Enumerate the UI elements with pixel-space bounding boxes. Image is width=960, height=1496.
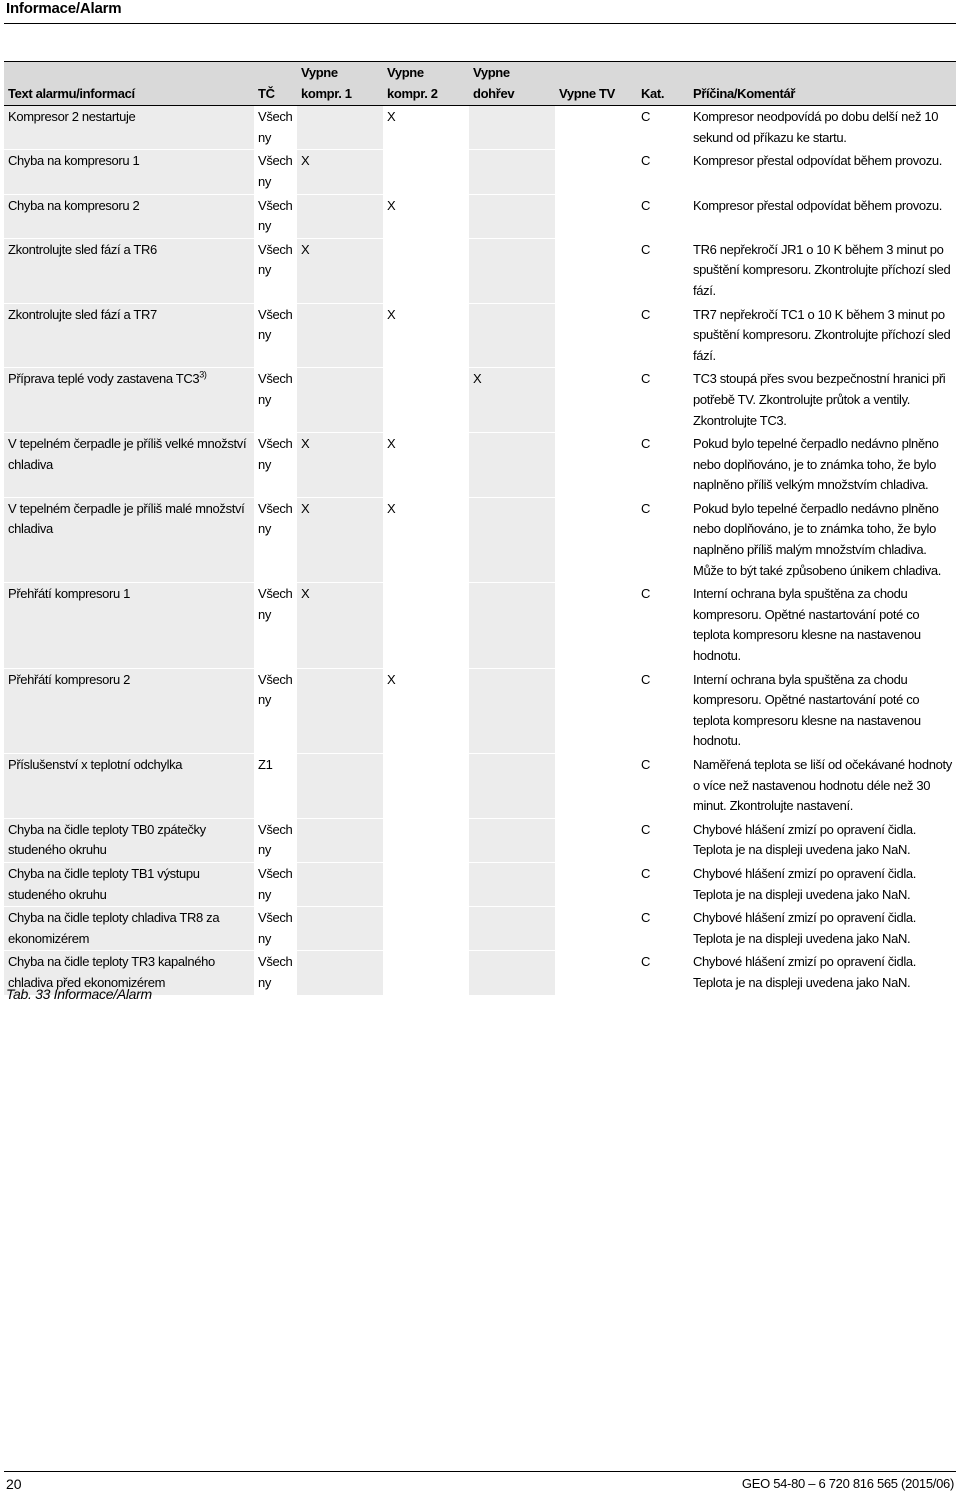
cell-k1 [297,194,383,238]
cell-dohrev [469,238,555,303]
cell-kat-value: C [641,757,651,772]
cell-kat [637,818,689,862]
cell-text [4,862,254,906]
cell-k1 [297,818,383,862]
cell-tc-value: Z1 [258,757,273,772]
cell-tc-value: Všech ny [258,371,293,407]
header-cell-kat: Kat. [641,85,665,101]
cell-tc-value: Všech ny [258,153,293,189]
cell-tc-value: Všech ny [258,500,293,537]
cell-kat [637,754,689,819]
cell-text-value: Chyba na čidle teploty chladiva TR8 za ekonomizérem [8,910,220,946]
cell-tv [555,238,637,303]
cell-k1 [297,668,383,753]
cell-kat-value: C [641,821,651,837]
cell-text-value: Příslušenství x teplotní odchylka [8,757,183,772]
cell-comment [689,433,956,498]
cell-dohrev [469,583,555,668]
cell-k2 [383,433,469,498]
cell-text-value: Příprava teplé vody zastavena TC3 [8,371,200,387]
cell-kat-value: C [641,109,651,125]
cell-tc [254,583,297,668]
cell-comment [689,303,956,368]
cell-comment [689,150,956,194]
cell-text-value: Chyba na kompresoru 1 [8,153,140,169]
cell-tv [555,150,637,194]
table-row [4,862,956,906]
cell-k1-value: X [301,500,310,516]
cell-kat [637,497,689,582]
cell-tv [555,907,637,951]
cell-text-value: Chyba na kompresoru 2 [8,197,140,213]
cell-text [4,150,254,194]
footnote-marker: 3) [199,369,207,380]
cell-tc [254,433,297,498]
cell-comment [689,194,956,238]
cell-text [4,433,254,498]
footer-divider [4,1471,956,1472]
cell-tc [254,497,297,582]
table-row [4,668,956,753]
cell-k1 [297,433,383,498]
cell-tv [555,951,637,995]
cell-kat-value: C [641,865,651,881]
cell-tv [555,668,637,753]
cell-tv [555,583,637,668]
cell-kat [637,368,689,433]
cell-comment-value: Pokud bylo tepelné čerpadlo nedávno plněno nebo doplňováno, je to známka toho, že bylo naplněno příliš malým množstvím chladiva. Může to být také způsobeno únikem chladiva. [693,500,941,578]
cell-k1 [297,951,383,995]
cell-k1-value: X [301,436,310,452]
cell-kat-value: C [641,371,651,387]
cell-kat-value: C [641,153,651,169]
cell-kat-value: C [641,241,651,257]
cell-kat [637,433,689,498]
cell-tc-value: Všech ny [258,821,293,858]
cell-k1-value: X [301,586,310,602]
cell-k2-value: X [387,306,396,322]
header-cell-k1: Vypne kompr. 1 [301,65,352,101]
cell-text [4,907,254,951]
cell-text [4,368,254,433]
header-cell-tv: Vypne TV [559,85,615,101]
cell-dohrev [469,194,555,238]
cell-tc-value: Všech ny [258,910,293,946]
cell-k2 [383,668,469,753]
cell-k2-value: X [387,197,396,213]
cell-dohrev [469,433,555,498]
cell-comment [689,583,956,668]
cell-comment-value: Chybové hlášení zmizí po opravení čidla. Teplota je na displeji uvedena jako NaN. [693,910,917,946]
cell-tv [555,303,637,368]
cell-tv [555,368,637,433]
section-title: Informace/Alarm [6,0,122,17]
cell-kat-value: C [641,436,651,452]
table-row [4,194,956,238]
cell-kat [637,106,689,150]
cell-comment-value: Interní ochrana byla spuštěna za chodu kompresoru. Opětné nastartování poté co teplota kompresoru klesne na nastavenou hodnotu. [693,586,921,664]
header-cell-k2: Vypne kompr. 2 [387,65,438,101]
header-cell-comment: Příčina/Komentář [693,85,796,101]
cell-tc-value: Všech ny [258,671,293,708]
cell-tc [254,907,297,951]
cell-k1 [297,368,383,433]
cell-k1 [297,150,383,194]
cell-text-value: Zkontrolujte sled fází a TR6 [8,241,157,257]
cell-dohrev [469,150,555,194]
table-row [4,368,956,433]
table-header-row [4,62,956,106]
cell-tc [254,368,297,433]
cell-k2-value: X [387,500,396,516]
cell-dohrev [469,818,555,862]
cell-k1-value: X [301,153,310,169]
cell-dohrev [469,303,555,368]
cell-comment [689,368,956,433]
cell-text [4,583,254,668]
cell-k1 [297,238,383,303]
table-row [4,907,956,951]
cell-tv [555,194,637,238]
cell-dohrev [469,106,555,150]
cell-comment-value: Naměřená teplota se liší od očekávané hodnoty o více než nastavenou hodnotu déle než 30 minut. Zkontrolujte nastavení. [693,757,952,814]
cell-k2-value: X [387,671,396,687]
cell-k1 [297,583,383,668]
cell-comment [689,106,956,150]
cell-text [4,303,254,368]
cell-kat-value: C [641,500,651,516]
header-cell-tc: TČ [258,85,275,101]
cell-comment-value: Chybové hlášení zmizí po opravení čidla. Teplota je na displeji uvedena jako NaN. [693,954,917,990]
document-reference: GEO 54-80 – 6 720 816 565 (2015/06) [741,1476,954,1491]
cell-comment [689,818,956,862]
cell-tc [254,668,297,753]
cell-k2 [383,907,469,951]
cell-text-value: Kompresor 2 nestartuje [8,109,136,125]
cell-tc [254,862,297,906]
cell-kat-value: C [641,306,651,322]
cell-kat [637,907,689,951]
cell-comment [689,951,956,995]
cell-comment-value: TR7 nepřekročí TC1 o 10 K během 3 minut po spuštění kompresoru. Zkontrolujte příchozí sled fází. [693,306,951,363]
cell-comment [689,754,956,819]
cell-k2 [383,368,469,433]
cell-dohrev [469,907,555,951]
cell-text-value: Chyba na čidle teploty TB1 výstupu studeného okruhu [8,865,200,902]
cell-comment [689,862,956,906]
cell-tc [254,150,297,194]
cell-comment-value: Kompresor přestal odpovídat během provozu. [693,197,943,213]
cell-kat-value: C [641,586,651,602]
cell-tc [254,194,297,238]
cell-tc [254,238,297,303]
cell-k2 [383,194,469,238]
cell-text [4,194,254,238]
table-row [4,818,956,862]
header-cell-dohrev: Vypne dohřev [473,65,515,101]
cell-text-value: V tepelném čerpadle je příliš malé množství chladiva [8,500,245,537]
cell-k1 [297,303,383,368]
cell-k2 [383,583,469,668]
cell-tv [555,106,637,150]
cell-comment [689,668,956,753]
cell-tc [254,754,297,819]
cell-tv [555,862,637,906]
cell-k2 [383,818,469,862]
cell-k1 [297,497,383,582]
cell-kat [637,951,689,995]
table-row [4,497,956,582]
cell-k2-value: X [387,436,396,452]
cell-tc-value: Všech ny [258,306,293,343]
cell-text-value: Zkontrolujte sled fází a TR7 [8,306,157,322]
cell-k2 [383,497,469,582]
cell-text-value: Chyba na čidle teploty TB0 zpátečky studeného okruhu [8,821,206,858]
table-row [4,583,956,668]
table-caption: Tab. 33 Informace/Alarm [6,986,152,1002]
cell-text-value: Chyba na čidle teploty TR3 kapalného chladiva před ekonomizérem [8,954,215,990]
table-row [4,238,956,303]
table-row [4,150,956,194]
cell-k2 [383,238,469,303]
cell-dohrev-value: X [473,371,482,387]
cell-comment-value: Kompresor přestal odpovídat během provozu. [693,153,943,169]
cell-text [4,668,254,753]
cell-kat [637,583,689,668]
cell-tc [254,106,297,150]
cell-text [4,106,254,150]
cell-text [4,238,254,303]
cell-comment-value: Interní ochrana byla spuštěna za chodu kompresoru. Opětné nastartování poté co teplota kompresoru klesne na nastavenou hodnotu. [693,671,921,749]
cell-tv [555,818,637,862]
cell-kat [637,150,689,194]
cell-tc-value: Všech ny [258,109,293,145]
table-row [4,433,956,498]
cell-k2 [383,303,469,368]
title-divider [4,23,956,24]
cell-comment [689,238,956,303]
cell-kat [637,238,689,303]
cell-k1 [297,862,383,906]
table-row [4,106,956,150]
cell-comment-value: TC3 stoupá přes svou bezpečnostní hranici při potřebě TV. Zkontrolujte průtok a ventily. Zkontrolujte TC3. [693,371,946,428]
cell-comment-value: Pokud bylo tepelné čerpadlo nedávno plněno nebo doplňováno, je to známka toho, že bylo naplněno příliš velkým množstvím chladiva. [693,436,939,493]
cell-k1 [297,106,383,150]
cell-kat-value: C [641,197,651,213]
cell-dohrev [469,862,555,906]
cell-k1 [297,754,383,819]
page-number: 20 [6,1476,22,1492]
cell-comment [689,497,956,582]
cell-comment-value: Chybové hlášení zmizí po opravení čidla. Teplota je na displeji uvedena jako NaN. [693,821,917,858]
cell-dohrev [469,668,555,753]
cell-text-value: Přehřátí kompresoru 1 [8,586,130,602]
cell-tc-value: Všech ny [258,436,293,472]
cell-tc-value: Všech ny [258,954,293,990]
cell-kat [637,194,689,238]
cell-k2 [383,106,469,150]
cell-tv [555,754,637,819]
cell-text [4,754,254,819]
cell-comment [689,907,956,951]
cell-comment-value: TR6 nepřekročí JR1 o 10 K během 3 minut po spuštění kompresoru. Zkontrolujte příchozí sled fází. [693,241,951,298]
cell-k2 [383,862,469,906]
cell-tc [254,818,297,862]
cell-k1-value: X [301,241,310,257]
cell-tc-value: Všech ny [258,865,293,902]
cell-tc [254,951,297,995]
cell-tc-value: Všech ny [258,586,293,622]
cell-tc-value: Všech ny [258,241,293,278]
cell-tv [555,497,637,582]
cell-dohrev [469,497,555,582]
cell-k2 [383,754,469,819]
cell-tc-value: Všech ny [258,197,293,234]
cell-kat [637,862,689,906]
header-cell-text: Text alarmu/informací [8,85,135,101]
cell-comment-value: Chybové hlášení zmizí po opravení čidla. Teplota je na displeji uvedena jako NaN. [693,865,917,902]
cell-k2-value: X [387,109,396,125]
cell-dohrev [469,754,555,819]
cell-k1 [297,907,383,951]
cell-tc [254,303,297,368]
cell-kat-value: C [641,671,651,687]
cell-text [4,497,254,582]
cell-tv [555,433,637,498]
table-row [4,754,956,819]
cell-k2 [383,150,469,194]
cell-kat-value: C [641,910,651,926]
alarm-table [4,61,956,996]
cell-dohrev [469,951,555,995]
cell-text [4,818,254,862]
cell-comment-value: Kompresor neodpovídá po dobu delší než 10 sekund od příkazu ke startu. [693,109,939,145]
cell-k2 [383,951,469,995]
cell-kat [637,668,689,753]
cell-dohrev [469,368,555,433]
cell-text-value: Přehřátí kompresoru 2 [8,671,130,687]
table-row [4,303,956,368]
cell-text-value: V tepelném čerpadle je příliš velké množství chladiva [8,436,247,472]
cell-kat [637,303,689,368]
cell-kat-value: C [641,954,651,970]
